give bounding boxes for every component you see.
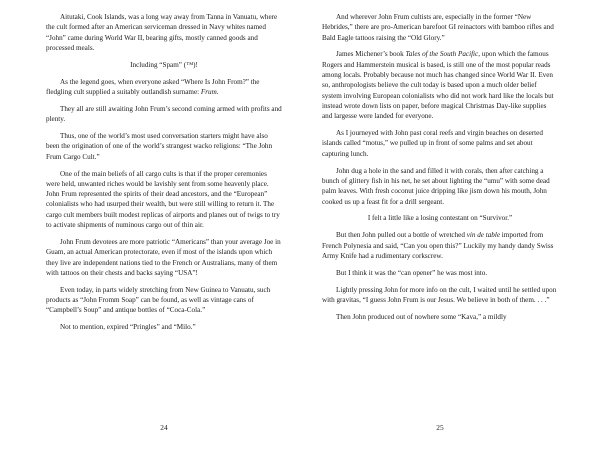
paragraph: Thus, one of the world’s most used conversation starters might have also been the origination of one of the world’s strangest wacko religions: “The John Frum Cargo Cult.” xyxy=(46,132,273,161)
paragraph: But I think it was the “can opener” he was most into. xyxy=(336,268,488,277)
paragraph: Not to mention, expired “Pringles” and “Milo.” xyxy=(60,323,196,332)
paragraph: One of the main beliefs of all cargo cults is that if the proper ceremonies were held, unwanted riches would be lavishly sent from some heavenly place. John Frum represented the spirits of their dead ancestors, and the “European” colonialists who had usurped their wealth, but were still willing to return it. The cargo cult members built modest replicas of airports and planes out of twigs to try to activate shipments of numinous cargo out of thin air. xyxy=(46,169,280,230)
paragraph: Lightly pressing John for more info on the cult, I waited until he settled upon with gravitas, “I guess John Frum is our Jesus. We believe in both of them. . . .” xyxy=(322,285,557,304)
paragraph-text: As the legend goes, when everyone asked “Where Is John From?” the fledgling cult supplied a suitably outlandish surname: xyxy=(46,77,260,96)
italic-text: vin de table xyxy=(466,231,500,240)
paragraph: Aitutaki, Cook Islands, was a long way away from Tanna in Vanuatu, where the cult formed after an American serviceman dressed in Navy whites named “John” came during World War II, bearing gifts, mostly canned goods and processed meals. xyxy=(46,13,278,52)
paragraph-text: James Michener’s book xyxy=(336,50,406,59)
right-page-text xyxy=(322,12,558,329)
paragraph: I felt a little like a losing contestant on “Survivor.” xyxy=(367,214,513,223)
paragraph: John dug a hole in the sand and filled it with corals, then after catching a bunch of glittery fish in his net, he set about lighting the “umu” with some dead palm leaves. With fresh coconut juice dripping like jism down his mouth, John cooked us up a feast fit for a drill sergeant. xyxy=(322,166,550,206)
right-page xyxy=(322,0,558,450)
page-number: 25 xyxy=(436,423,444,432)
paragraph xyxy=(322,230,558,261)
paragraph xyxy=(46,77,282,98)
italic-text: Tales of the South Pacific xyxy=(405,50,479,59)
paragraph: And wherever John Frum cultists are, especially in the former “New Hebrides,” there are pro-American barefoot GI reinactors with bamboo rifles and Bald Eagle tattoos raising the “Old Glory.” xyxy=(322,13,554,42)
paragraph: Including “Spam” (™)! xyxy=(130,60,198,69)
paragraph: John Frum devotees are more patriotic “Americans” than your average Joe in Guam, an actual American protectorate, even if most of the islands upon which they live are independent nations tied to the French or Australians, many of them with tattoos on their chests and backs saying “USA”! xyxy=(46,237,281,277)
italic-text: Frum. xyxy=(200,87,219,96)
paragraph: They all are still awaiting John Frum’s second coming armed with profits and plenty. xyxy=(46,104,282,124)
paragraph: Then John produced out of nowhere some “Kava,” a mildly xyxy=(336,312,507,321)
left-page-text xyxy=(46,12,282,339)
paragraph-text: imported from French Polynesia and said, “Can you open this?” Luckily my handy dandy Swiss Army Knife had a rudimentary corkscrew. xyxy=(322,231,554,260)
paragraph-text: But then John pulled out a bottle of wretched xyxy=(336,231,467,240)
paragraph: Even today, in parts widely stretching from New Guinea to Vanuatu, such products as “John Fromm Soap” can be found, as well as vintage cans of “Campbell’s Soup” and antique bottles of “Coca-Cola.” xyxy=(46,285,271,315)
paragraph xyxy=(322,49,558,121)
paragraph-text: , upon which the famous Rogers and Hammerstein musical is based, is still one of the most popular reads among locals. Probably because not much has changed since World War II. Even so, anthropologists believe the cult today is based upon a much older belief system involving European colonialists who did not work hard like the locals but instead wrote down lists on paper, before magical Christmas Day-like supplies and largesse were landed for everyone. xyxy=(322,50,554,121)
page-number: 24 xyxy=(160,423,168,432)
paragraph: As I journeyed with John past coral reefs and virgin beaches on deserted islands called “motus,” we pulled up in front of some palms and set about capturing lunch. xyxy=(322,129,543,158)
left-page xyxy=(46,0,282,450)
